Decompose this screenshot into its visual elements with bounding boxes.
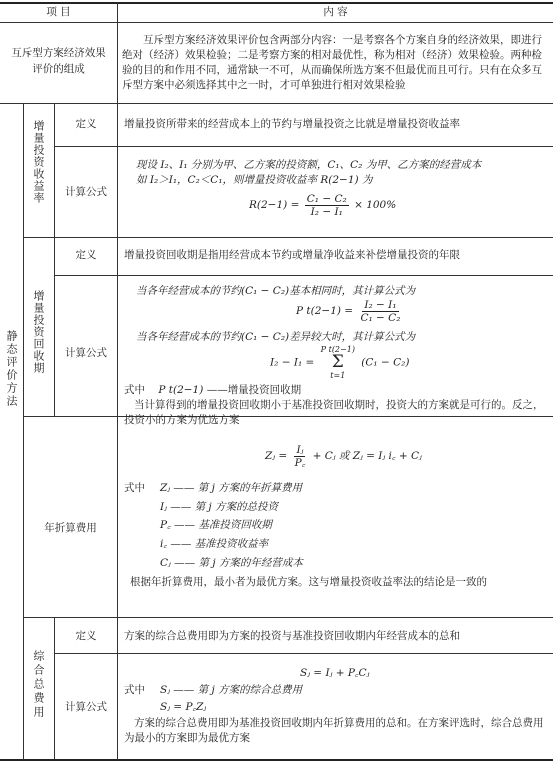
sec-d-formula: Sⱼ = Iⱼ + P꜀Cⱼ [300,667,370,679]
sec-b-formula1 [296,298,404,324]
sec-d-where-1: Sⱼ —— 第 j 方案的综合总费用 [160,684,303,696]
sec-b-def-label: 定义 [75,249,97,261]
sec-b-conclusion: 当计算得到的增量投资回收期小于基准投资回收期时，投资大的方案就是可行的。反之，投资小的方案为优选方案 [124,399,544,426]
sec-c-where-prefix: 式中 [124,482,145,494]
sec-b-formula2 [270,345,409,380]
sec-b-calc-label: 计算公式 [65,347,107,359]
static-column-divider [23,103,24,760]
table-bottom-border [0,759,553,761]
sec-b-formula1-num: I₂ − I₁ [364,298,397,311]
header-item: 项 目 [46,6,71,18]
static-method-label: 静态评价方法 [5,330,18,408]
sec-a-fraction-num: C₁ − C₂ [306,192,347,205]
sec-a-formula-lhs: R(2−1) = [249,199,300,211]
sec-b-formula1-fraction [358,299,402,324]
sec-b-where-desc: ——增量投资回收期 [206,384,302,396]
table-top-border [0,2,553,4]
sec-b-def-divider [54,275,553,276]
row1-content: 互斥型方案经济效果评价包含两部分内容：一是考察各个方案自身的经济效果，即进行绝对（经济）效果检验；二是考察方案的相对最优性，称为相对（经济）效果检验。两种检验的目的和作用不同，通常缺一不可，从而确保所选方案不但最优而且可行。只有在众多互斥型方案中必须选择其中之一时，才可单独进行相对效果检验 [122,34,542,91]
sec-b-formula1-lhs: P t(2−1) = [296,305,354,317]
sec-b-line1: 当各年经营成本的节约(C₁ − C₂)基本相同时，其计算公式为 [136,285,416,297]
sec-a-line1: 现设 I₂、I₁ 分别为甲、乙方案的投资额，C₁、C₂ 为甲、乙方案的经营成本 [136,159,482,171]
header-divider [0,22,553,23]
main-column-divider [117,2,118,760]
sec-d-def-text: 方案的综合总费用即为方案的投资与基准投资回收期内年经营成本的总和 [124,630,460,642]
row-divider-1 [0,103,553,104]
sec-c-where-3: P꜀ —— 基准投资回收期 [160,519,272,531]
sec-a-line2: 如 I₂＞I₁，C₂＜C₁，则增量投资收益率 R(2−1) 为 [136,174,373,186]
sec-b-formula1-den: C₁ − C₂ [360,311,401,324]
sec-b-sum-upper: P t(2−1) [320,345,355,354]
sec-d-conclusion: 方案的综合总费用即为基准投资回收期内年折算费用的总和。在方案评选时，综合总费用为最小的方案即为最优方案 [124,717,544,744]
sec-c-end-divider [23,617,553,618]
sec-b-where-prefix: 式中 [124,384,145,396]
row1-label-line1: 互斥型方案经济效果 [11,47,106,59]
sec-b-label-divider [54,237,55,416]
sec-b-where-symbol: P t(2−1) [158,384,204,396]
sec-a-label: 增量投资收益率 [32,120,45,204]
sec-a-def-text: 增量投资所带来的经营成本上的节约与增量投资之比就是增量投资收益率 [124,118,460,130]
sec-d-calc-label: 计算公式 [65,701,107,713]
sec-b-formula2-rhs: (C₁ − C₂) [361,356,410,369]
sec-a-formula [249,192,396,218]
sec-b-where [124,383,301,397]
sec-c-label: 年折算费用 [44,522,97,534]
sec-a-fraction [305,193,349,218]
sec-c-formula-mid: + Cⱼ 或 Zⱼ = Iⱼ i꜀ + Cⱼ [312,450,422,462]
sec-c-conclusion: 根据年折算费用，最小者为最优方案。这与增量投资收益率法的结论是一致的 [130,576,487,588]
sec-a-formula-tail: × 100% [354,199,397,211]
sec-a-def-label: 定义 [75,118,97,130]
sec-c-where-1: Zⱼ —— 第 j 方案的年折算费用 [160,482,303,494]
sec-c-where-4: i꜀ —— 基准投资收益率 [160,538,269,550]
sec-a-def-divider [54,146,553,147]
sec-d-def-label: 定义 [75,630,97,642]
sec-b-line2: 当各年经营成本的节约(C₁ − C₂)差异较大时，其计算公式为 [136,331,416,343]
sec-d-where-prefix: 式中 [124,684,145,696]
sec-d-label: 综合总费用 [32,650,45,720]
sec-c-where-2: Iⱼ —— 第 j 方案的总投资 [160,501,279,513]
sec-a-fraction-den: I₂ − I₁ [310,205,343,218]
sec-d-def-divider [54,653,553,654]
sec-a-end-divider [23,237,553,238]
sigma-icon: Σ [331,352,344,372]
sec-c-fraction-den: P꜀ [294,456,306,469]
sec-c-where-5: Cⱼ —— 第 j 方案的年经营成本 [160,557,303,569]
sec-b-formula2-lhs: I₂ − I₁ = [270,356,315,369]
sec-c-fraction [293,444,308,469]
row1-label-line2: 评价的组成 [32,63,85,75]
sec-a-calc-label: 计算公式 [65,186,107,198]
sec-b-def-text: 增量投资回收期是指用经营成本节约或增量净收益来补偿增量投资的年限 [124,249,460,261]
sec-c-formula-lhs: Zⱼ = [265,450,288,462]
sec-c-formula [265,442,422,470]
sec-b-sum-lower: t=1 [330,371,346,380]
sec-c-fraction-num: Iⱼ [296,443,304,456]
sec-d-where-2: Sⱼ = P꜀Zⱼ [160,701,207,713]
sec-b-summation [321,345,355,380]
header-content: 内 容 [323,6,348,18]
sec-b-label: 增量投资回收期 [32,290,45,374]
